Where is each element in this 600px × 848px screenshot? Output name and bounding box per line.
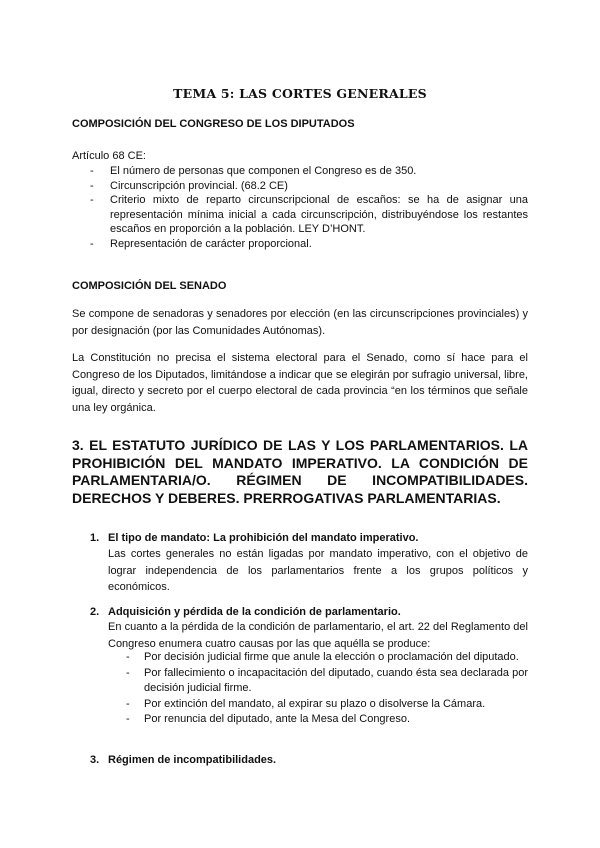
section-3-heading: 3. EL ESTATUTO JURÍDICO DE LAS Y LOS PARLAMENTARIOS. LA PROHIBICIÓN DEL MANDATO IMPERATIVO. LA CONDICIÓN DE PARLAMENTARIA/O. RÉGIMEN DE INCOMPATIBILIDADES. DERECHOS Y DEBERES. PRERROGATIVAS PARLAMENTARIAS. [72,437,528,506]
list-item: - Criterio mixto de reparto circunscripcional de escaños: se ha de asignar una representación mínima inicial a cada circunscripción, distribuyéndose los restantes escaños en proporción a la población. LEY D’HONT. [72,193,528,237]
item-heading: Régimen de incompatibilidades. [108,754,277,766]
item-number: 3. [90,754,100,766]
item-heading: El tipo de mandato: La prohibición del mandato imperativo. [108,532,419,544]
list-item: - Por decisión judicial firme que anule la elección o proclamación del diputado. [108,650,528,666]
list-item: - Representación de carácter proporcional. [72,237,528,252]
item-2-text: En cuanto a la pérdida de la condición de parlamentario, el art. 22 del Reglamento del Congreso enumera cuatro causas por las que aquélla se produce: [108,621,528,650]
congreso-intro: Artículo 68 CE: [72,150,146,162]
list-item: - Por renuncia del diputado, ante la Mesa del Congreso. [108,712,528,728]
item-heading: Adquisición y pérdida de la condición de parlamentario. [108,606,401,618]
congreso-list [72,164,528,252]
list-item: - El número de personas que componen el Congreso es de 350. [72,164,528,179]
item-number: 1. [90,532,100,544]
senado-heading: COMPOSICIÓN DEL SENADO [72,280,227,292]
list-item: - Circunscripción provincial. (68.2 CE) [72,179,528,194]
list-item: - Por fallecimiento o incapacitación del diputado, cuando ésta sea declarada por decisión judicial firme. [108,666,528,697]
list-item: - Por extinción del mandato, al expirar su plazo o disolverse la Cámara. [108,697,528,713]
page-title: TEMA 5: LAS CORTES GENERALES [173,86,427,101]
senado-paragraph-1: Se compone de senadoras y senadores por elección (en las circunscripciones provinciales) y por designación (por las Comunidades Autónomas). [72,308,528,337]
item-number: 2. [90,606,100,618]
senado-paragraph-2: La Constitución no precisa el sistema electoral para el Senado, como sí hace para el Congreso de los Diputados, limitándose a indicar que se elegirán por sufragio universal, libre, igual, directo y secreto por el cuerpo electoral de cada provincia “en los términos que señale una ley orgánica. [72,352,528,414]
item-1-text: Las cortes generales no están ligadas por mandato imperativo, con el objetivo de lograr independencia de los parlamentarios frente a los grupos políticos y económicos. [108,548,528,593]
congreso-heading: COMPOSICIÓN DEL CONGRESO DE LOS DIPUTADOS [72,118,355,130]
causes-list [108,650,528,728]
